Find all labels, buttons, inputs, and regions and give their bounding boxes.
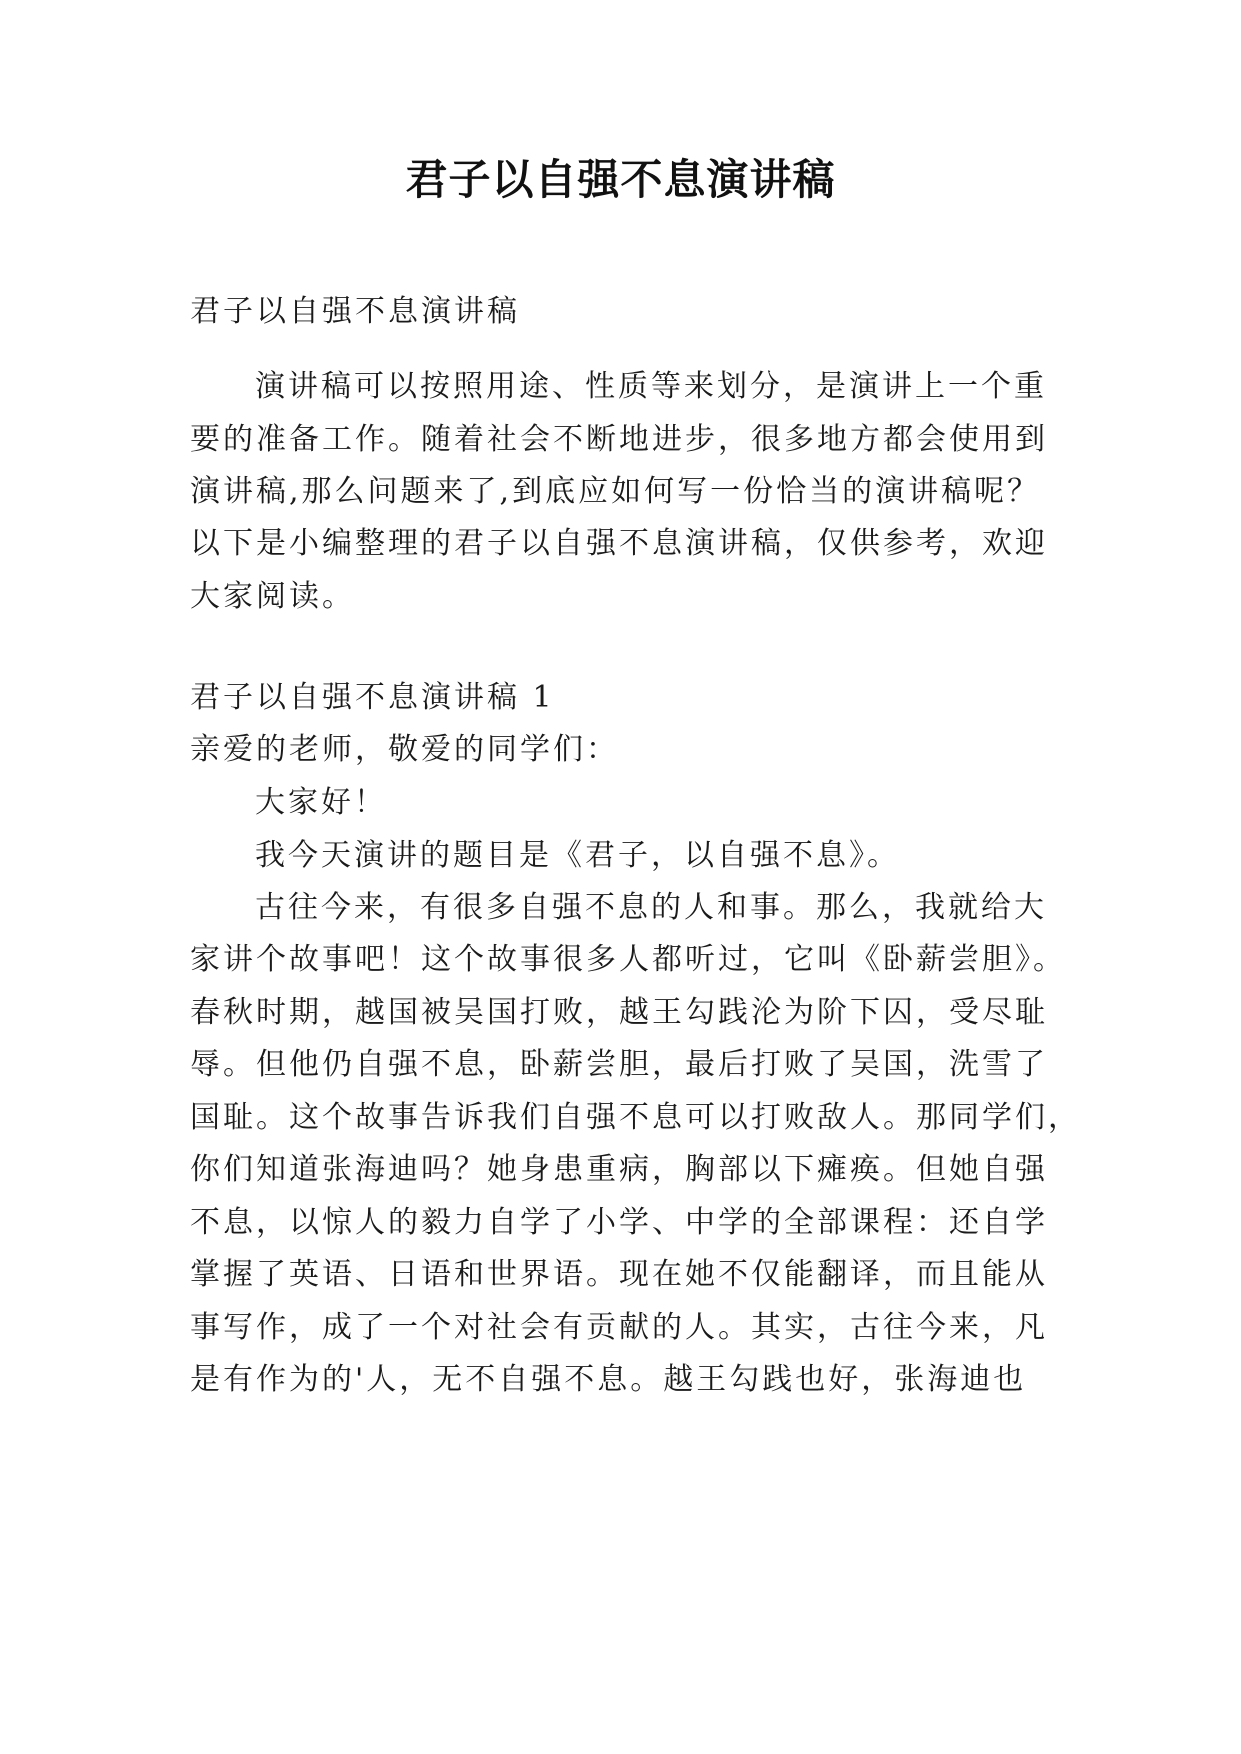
body-line: 是有作为的'人，无不自强不息。越王勾践也好，张海迪也 — [190, 1362, 1027, 1397]
intro-line: 演讲稿,那么问题来了,到底应如何写一份恰当的演讲稿呢？ — [190, 474, 1041, 509]
body-line: 家讲个故事吧！这个故事很多人都听过，它叫《卧薪尝胆》。 — [190, 942, 1066, 977]
greeting: 大家好！ — [255, 785, 387, 820]
body-line: 你们知道张海迪吗？她身患重病，胸部以下瘫痪。但她自强 — [190, 1152, 1048, 1187]
body-line: 不息，以惊人的毅力自学了小学、中学的全部课程：还自学 — [190, 1205, 1048, 1240]
salutation: 亲爱的老师，敬爱的同学们： — [190, 732, 619, 767]
intro-line: 演讲稿可以按照用途、性质等来划分，是演讲上一个重 — [255, 369, 1047, 404]
document-subtitle: 君子以自强不息演讲稿 — [190, 294, 520, 329]
intro-line: 要的准备工作。随着社会不断地进步，很多地方都会使用到 — [190, 422, 1048, 457]
body-line: 国耻。这个故事告诉我们自强不息可以打败敌人。那同学们， — [190, 1100, 1081, 1135]
body-line: 事写作，成了一个对社会有贡献的人。其实，古往今来，凡 — [190, 1310, 1048, 1345]
intro-line: 大家阅读。 — [190, 579, 355, 614]
section-heading: 君子以自强不息演讲稿 1 — [190, 680, 555, 715]
topic-line: 我今天演讲的题目是《君子，以自强不息》。 — [255, 838, 900, 873]
body-line: 古往今来，有很多自强不息的人和事。那么，我就给大 — [255, 890, 1047, 925]
body-line: 春秋时期，越国被吴国打败，越王勾践沦为阶下囚，受尽耻 — [190, 995, 1048, 1030]
body-line: 辱。但他仍自强不息，卧薪尝胆，最后打败了吴国，洗雪了 — [190, 1047, 1048, 1082]
document-title: 君子以自强不息演讲稿 — [405, 155, 836, 204]
body-line: 掌握了英语、日语和世界语。现在她不仅能翻译，而且能从 — [190, 1257, 1048, 1292]
intro-line: 以下是小编整理的君子以自强不息演讲稿，仅供参考，欢迎 — [190, 526, 1048, 561]
